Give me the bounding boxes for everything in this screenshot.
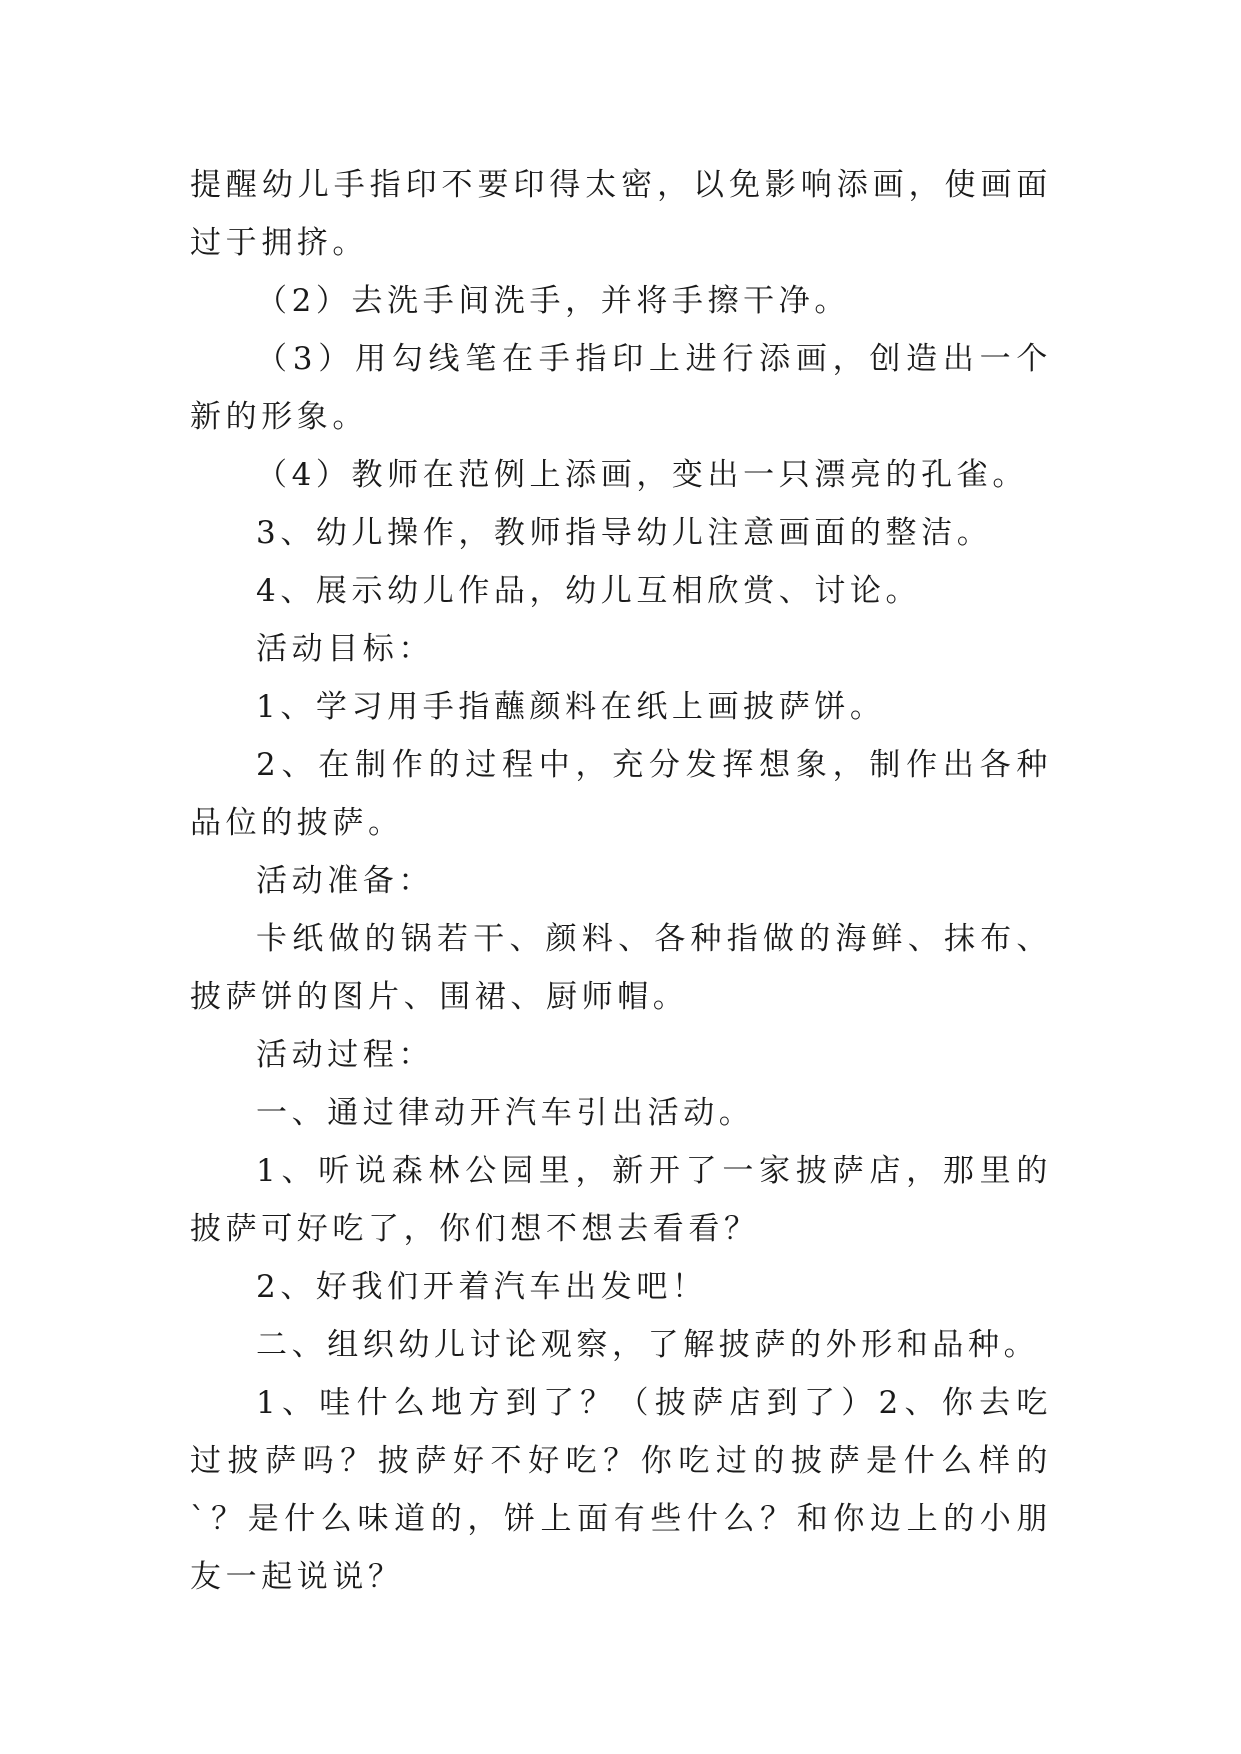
paragraph: 二、组织幼儿讨论观察，了解披萨的外形和品种。	[256, 1327, 1040, 1363]
paragraph: 1、学习用手指蘸颜料在纸上画披萨饼。	[256, 689, 886, 725]
paragraph: 1、哇什么地方到了？（披萨店到了）2、你去吃过披萨吗？披萨好不好吃？你吃过的披萨是什么样的`？是什么味道的，饼上面有些什么？和你边上的小朋友一起说说？	[190, 1385, 1052, 1595]
paragraph: 2、在制作的过程中，充分发挥想象，制作出各种品位的披萨。	[190, 747, 1052, 841]
paragraph: 3、幼儿操作，教师指导幼儿注意画面的整洁。	[256, 515, 993, 551]
paragraph: 2、好我们开着汽车出发吧！	[256, 1269, 708, 1305]
section-heading: 活动过程：	[256, 1037, 434, 1073]
paragraph: 提醒幼儿手指印不要印得太密，以免影响添画，使画面过于拥挤。	[190, 167, 1052, 261]
document-body	[190, 156, 1052, 1606]
paragraph: （4）教师在范例上添画，变出一只漂亮的孔雀。	[256, 457, 1028, 493]
section-heading: 活动目标：	[256, 631, 434, 667]
paragraph: 1、听说森林公园里，新开了一家披萨店，那里的披萨可好吃了，你们想不想去看看？	[190, 1153, 1052, 1247]
paragraph: （2）去洗手间洗手，并将手擦干净。	[256, 283, 850, 319]
paragraph: 一、通过律动开汽车引出活动。	[256, 1095, 755, 1131]
paragraph: 卡纸做的锅若干、颜料、各种指做的海鲜、抹布、披萨饼的图片、围裙、厨师帽。	[190, 921, 1052, 1015]
section-heading: 活动准备：	[256, 863, 434, 899]
paragraph: （3）用勾线笔在手指印上进行添画，创造出一个新的形象。	[190, 341, 1052, 435]
paragraph: 4、展示幼儿作品，幼儿互相欣赏、讨论。	[256, 573, 922, 609]
